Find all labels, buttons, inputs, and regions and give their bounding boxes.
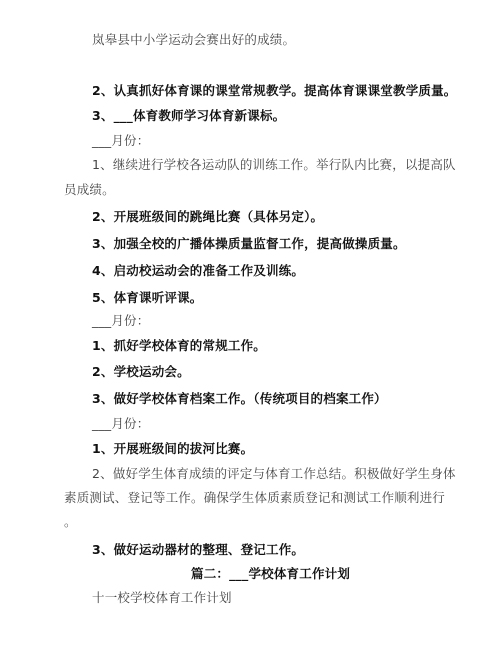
month-heading-1: ___月份： [92,133,150,148]
text-line-14: 3、做好学校体育档案工作。（传统项目的档案工作） [92,391,387,406]
text-line-13: 2、学校运动会。 [92,364,190,379]
text-line-19: 。 [64,514,77,529]
text-line-8: 3、加强全校的广播体操质量监督工作，提高做操质量。 [92,236,406,251]
month-heading-2: ___月份： [92,313,150,328]
text-line-2: 2、认真抓好体育课的课堂常规教学。提高体育课课堂教学质量。 [92,83,457,98]
text-line-12: 1、抓好学校体育的常规工作。 [92,338,266,353]
text-line-9: 4、启动校运动会的准备工作及训练。 [92,263,305,278]
plan-title: 十一校学校体育工作计划 [92,590,232,605]
text-line-18: 素质测试、登记等工作。确保学生体质素质登记和测试工作顺利进行 [64,490,446,505]
text-line-7: 2、开展班级间的跳绳比赛（具体另定）。 [92,209,324,224]
text-line-6: 员成绩。 [64,182,115,197]
section-title: 篇二：___学校体育工作计划 [191,566,351,581]
text-line-20: 3、做好运动器材的整理、登记工作。 [92,542,305,557]
text-line-3: 3、___体育教师学习体育新课标。 [92,108,286,123]
text-line-16: 1、开展班级间的拔河比赛。 [92,441,254,456]
month-heading-3: ___月份： [92,416,150,431]
text-line-5: 1、继续进行学校各运动队的训练工作。举行队内比赛，以提高队 [92,157,456,172]
text-line-1: 岚皋县中小学运动会赛出好的成绩。 [92,32,296,47]
text-line-10: 5、体育课听评课。 [92,290,203,305]
text-line-17: 2、做好学生体育成绩的评定与体育工作总结。积极做好学生身体 [92,466,456,481]
